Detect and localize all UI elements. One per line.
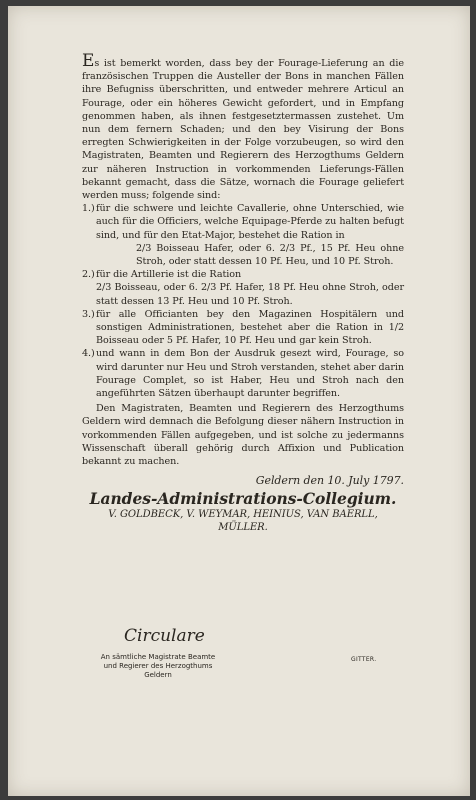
item-text: für die Artillerie ist die Ration [96, 269, 242, 281]
date-line: Geldern den 10. July 1797. [255, 474, 404, 488]
issuer-title: Landes-Administrations-Collegium. [89, 488, 397, 508]
ration-item-1 [82, 202, 404, 268]
item-number: 2.) [82, 269, 95, 281]
intro-paragraph [82, 51, 404, 202]
item-number: 1.) [82, 203, 95, 215]
item-text: für alle Officianten bey den Magazinen Hospitälern und sonstigen Administrationen, bestehet aber die Ration in 1/2 Boisseau oder 5 Pf. Hafer, 10 Pf. Heu und gar kein Stroh. [96, 308, 404, 347]
drop-cap: E [82, 51, 95, 71]
ration-rate: 2/3 Boisseau, oder 6. 2/3 Pf. Hafer, 18 Pf. Heu ohne Stroh, oder statt dessen 13 Pf. Heu und 10 Pf. Stroh. [96, 282, 404, 307]
closing-paragraph: Den Magistraten, Beamten und Regierern des Herzogthums Geldern wird demnach die Befolgung dieser nähern Instruction in vorkommenden Fällen aufgegeben, und ist solche zu jedermanns Wissenschaft überall gehörig durch Affixion und Publication bekannt zu machen. [82, 403, 404, 468]
ration-item-4 [82, 347, 404, 400]
circulare-heading: Circulare [124, 626, 205, 646]
ration-item-3 [82, 308, 404, 348]
item-text: für die schwere und leichte Cavallerie, ohne Unterschied, wie auch für die Officiers, welche Equipage-Pferde zu halten befugt sind, und für den Etat-Major, bestehet die Ration in [96, 203, 404, 241]
document-page [8, 6, 470, 796]
item-number: 4.) [82, 348, 95, 360]
ration-rate: 2/3 Boisseau Hafer, oder 6. 2/3 Pf., 15 Pf. Heu ohne Stroh, oder statt dessen 10 Pf. Heu, und 10 Pf. Stroh. [136, 242, 404, 268]
signatories: V. GOLDBECK, V. WEYMAR, HEINIUS, VAN BAERLL, MÜLLER. [108, 508, 378, 533]
item-number: 3.) [82, 308, 95, 320]
ration-item-2 [82, 268, 404, 308]
intro-text: s ist bemerkt worden, dass bey der Fourage-Lieferung an die französischen Truppen die Austeller der Bons in manchen Fällen ihre Befugniss überschritten, und entweder mehrere Articul an Fourage, oder ein höheres Gewicht gefordert, und in Empfang genommen haben, als ihnen festgesetztermassen zustehet. Um nun dem fernern Schaden; und den bey Visirung der Bons erregten Schwierigkeiten in der Folge vorzubeugen, so wird den Magistraten, Beamten und Regierern des Herzogthums Geldern zur näheren Instruction in vorkommenden Lieferungs-Fällen bekannt gemacht, dass die Sätze, wornach die Fourage geliefert werden muss; folgende sind: [82, 58, 404, 202]
addressee-block: An sämtliche Magistrate Beamte und Regierer des Herzogthums Geldern [100, 653, 216, 679]
archive-stamp: GITTER. [351, 656, 377, 663]
document-body [82, 51, 404, 534]
item-text: und wann in dem Bon der Ausdruk gesezt wird, Fourage, so wird darunter nur Heu und Stroh verstanden, stehet aber darin Fourage Complet, so ist Haber, Heu und Stroh nach den angeführten Sätzen überhaupt darunter begriffen. [96, 348, 404, 400]
